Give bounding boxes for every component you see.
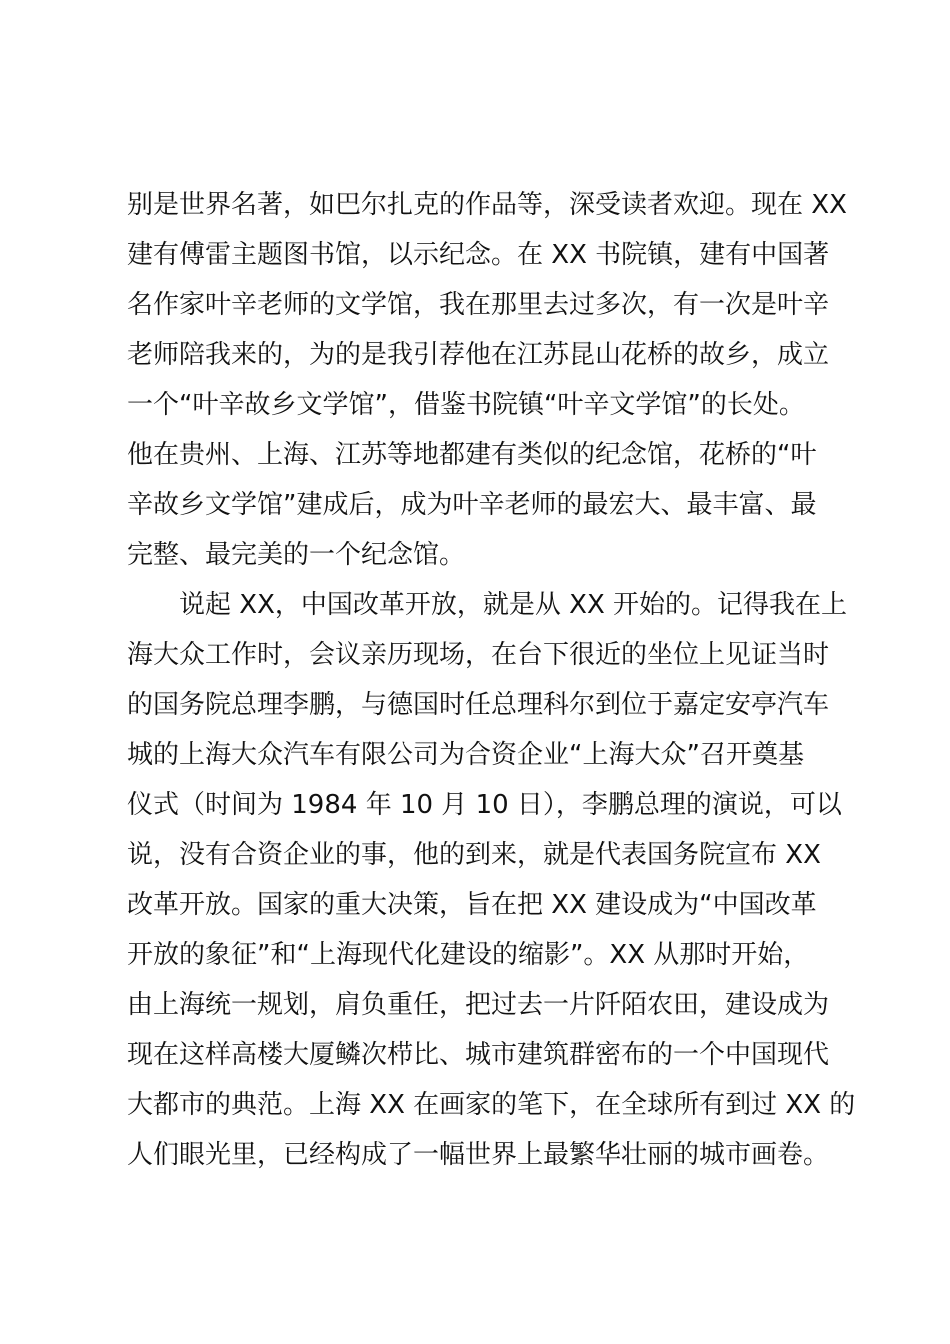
- text-line: 别是世界名著，如巴尔扎克的作品等，深受读者欢迎。现在 XX: [127, 190, 847, 220]
- text-line: 仪式（时间为 1984 年 10 月 10 日），李鹏总理的演说，可以: [127, 790, 842, 820]
- text-line: 由上海统一规划，肩负重任，把过去一片阡陌农田，建设成为: [127, 990, 830, 1020]
- text-line: 辛故乡文学馆”建成后，成为叶辛老师的最宏大、最丰富、最: [127, 490, 817, 520]
- text-line: 的国务院总理李鹏，与德国时任总理科尔到位于嘉定安亭汽车: [127, 690, 830, 720]
- text-line: 开放的象征”和“上海现代化建设的缩影”。XX 从那时开始，: [127, 940, 810, 970]
- text-line: 人们眼光里，已经构成了一幅世界上最繁华壮丽的城市画卷。: [127, 1140, 830, 1170]
- text-line: 现在这样高楼大厦鳞次栉比、城市建筑群密布的一个中国现代: [127, 1040, 830, 1070]
- text-line: 改革开放。国家的重大决策，旨在把 XX 建设成为“中国改革: [127, 890, 817, 920]
- paragraph-1: [127, 180, 847, 580]
- text-line: 他在贵州、上海、江苏等地都建有类似的纪念馆，花桥的“叶: [127, 440, 817, 470]
- text-line: 城的上海大众汽车有限公司为合资企业“上海大众”召开奠基: [127, 740, 804, 770]
- text-line: 海大众工作时，会议亲历现场，在台下很近的坐位上见证当时: [127, 640, 830, 670]
- text-line: 一个“叶辛故乡文学馆”，借鉴书院镇“叶辛文学馆”的长处。: [127, 390, 805, 420]
- text-line: 说起 XX，中国改革开放，就是从 XX 开始的。记得我在上: [127, 590, 848, 620]
- text-line: 说，没有合资企业的事，他的到来，就是代表国务院宣布 XX: [127, 840, 821, 870]
- text-line: 完整、最完美的一个纪念馆。: [127, 540, 466, 570]
- paragraph-2: [127, 580, 856, 1180]
- text-line: 建有傅雷主题图书馆，以示纪念。在 XX 书院镇，建有中国著: [127, 240, 830, 270]
- text-line: 名作家叶辛老师的文学馆，我在那里去过多次，有一次是叶辛: [127, 290, 830, 320]
- text-line: 老师陪我来的，为的是我引荐他在江苏昆山花桥的故乡，成立: [127, 340, 830, 370]
- text-line: 大都市的典范。上海 XX 在画家的笔下，在全球所有到过 XX 的: [127, 1090, 856, 1120]
